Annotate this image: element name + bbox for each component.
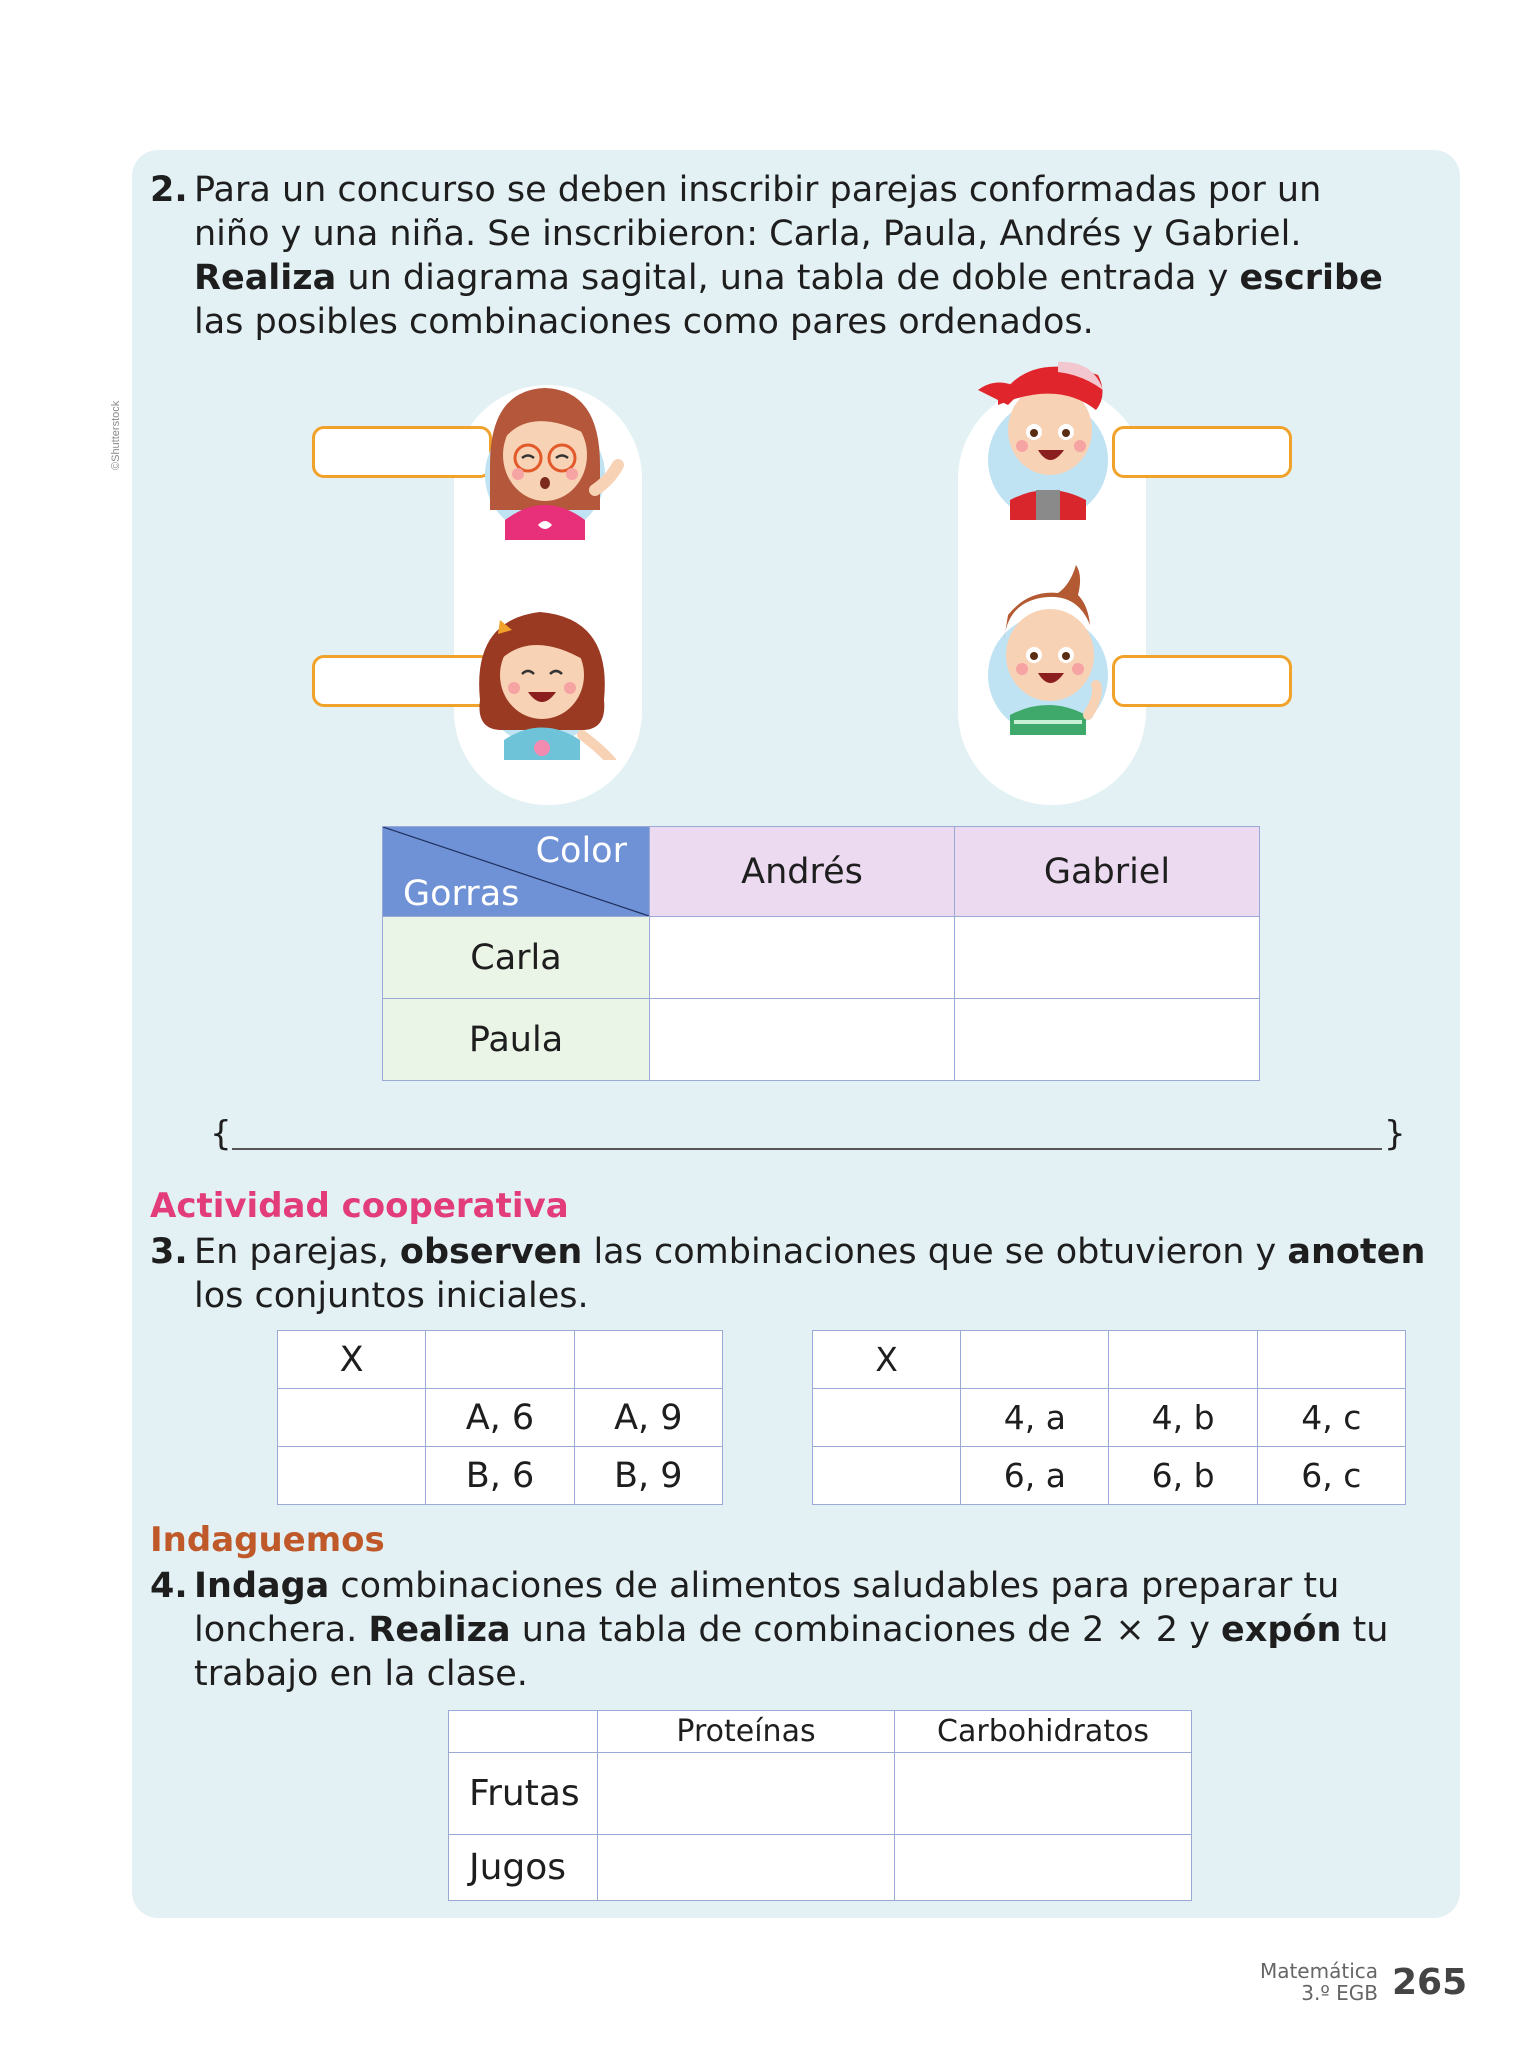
bold-verb: anoten [1287, 1232, 1426, 1272]
question-line: niño y una niña. Se inscribieron: Carla, Paula, Andrés y Gabriel. [194, 214, 1302, 254]
table-cell: B, 9 [574, 1447, 722, 1505]
table-cell[interactable] [598, 1753, 895, 1835]
text-fragment: una tabla de combinaciones de 2 × 2 y [510, 1610, 1222, 1650]
table-cell[interactable] [961, 1331, 1109, 1389]
table-cell: 4, a [961, 1389, 1109, 1447]
table-cell[interactable] [574, 1331, 722, 1389]
table-cell: B, 6 [426, 1447, 574, 1505]
name-box-girl-1[interactable] [312, 426, 492, 478]
question-number: 4. [150, 1566, 188, 1606]
bold-verb: Realiza [368, 1610, 511, 1650]
corner-bottom-label: Gorras [403, 874, 520, 914]
girl-smiling-illustration [462, 590, 622, 760]
table-cell[interactable] [426, 1331, 574, 1389]
column-header: Gabriel [955, 827, 1260, 917]
table-corner-header [383, 827, 650, 917]
bold-verb: Indaga [194, 1566, 330, 1606]
table-cell: 6, a [961, 1447, 1109, 1505]
table-cell[interactable] [955, 917, 1260, 999]
bold-verb: Realiza [194, 258, 337, 298]
table-cell[interactable] [598, 1835, 895, 1901]
footer-subject: Matemática [1259, 1959, 1378, 1983]
question-line [194, 1608, 1388, 1652]
table-cell[interactable] [650, 917, 955, 999]
answer-line [232, 1148, 1382, 1150]
section-title-cooperativa: Actividad cooperativa [150, 1186, 569, 1226]
table-cell: 6, c [1257, 1447, 1405, 1505]
table-cell: A, 9 [574, 1389, 722, 1447]
text-fragment: tu [1341, 1610, 1389, 1650]
bold-verb: expón [1221, 1610, 1342, 1650]
image-credit: ©Shutterstock [110, 400, 122, 470]
table-cell: A, 6 [426, 1389, 574, 1447]
column-header: Andrés [650, 827, 955, 917]
table-cell[interactable] [278, 1389, 426, 1447]
row-header: Jugos [449, 1835, 598, 1901]
close-brace: } [1384, 1114, 1406, 1154]
name-box-boy-2[interactable] [1112, 655, 1292, 707]
table-cell[interactable] [895, 1835, 1192, 1901]
table-cell: X [813, 1331, 961, 1389]
text-fragment: las combinaciones que se obtuvieron y [582, 1232, 1288, 1272]
question-line: las posibles combinaciones como pares ordenados. [194, 302, 1094, 342]
question-number: 2. [150, 170, 188, 210]
question-line [194, 1230, 1425, 1274]
column-header: Proteínas [598, 1711, 895, 1753]
open-brace: { [210, 1114, 232, 1154]
table-cell[interactable] [278, 1447, 426, 1505]
question-number: 3. [150, 1232, 188, 1272]
page-number: 265 [1392, 1962, 1468, 2003]
table-cell: 6, b [1109, 1447, 1257, 1505]
food-combinations-table [448, 1710, 1192, 1901]
question-line [194, 1564, 1339, 1608]
row-header: Carla [383, 917, 650, 999]
table-cell[interactable] [955, 999, 1260, 1081]
table-corner-cell [449, 1711, 598, 1753]
cartesian-table-numbers [812, 1330, 1406, 1505]
column-header: Carbohidratos [895, 1711, 1192, 1753]
table-cell[interactable] [813, 1447, 961, 1505]
girl-with-glasses-illustration [470, 370, 630, 540]
footer-grade: 3.º EGB [1301, 1981, 1378, 2005]
text-fragment: un diagrama sagital, una tabla de doble entrada y [336, 258, 1240, 298]
corner-top-label: Color [535, 831, 627, 871]
bold-verb: observen [399, 1232, 583, 1272]
table-cell[interactable] [1109, 1331, 1257, 1389]
text-fragment: combinaciones de alimentos saludables para preparar tu [329, 1566, 1340, 1606]
text-fragment: En parejas, [194, 1232, 400, 1272]
table-cell: 4, c [1257, 1389, 1405, 1447]
question-line: trabajo en la clase. [194, 1654, 528, 1694]
section-title-indaguemos: Indaguemos [150, 1520, 385, 1560]
bold-verb: escribe [1239, 258, 1383, 298]
boy-with-cap-illustration [968, 350, 1128, 520]
question-line [194, 256, 1383, 300]
table-cell[interactable] [813, 1389, 961, 1447]
cartesian-table-letters [277, 1330, 723, 1505]
question-line: los conjuntos iniciales. [194, 1276, 589, 1316]
table-cell[interactable] [1257, 1331, 1405, 1389]
row-header: Paula [383, 999, 650, 1081]
row-header: Frutas [449, 1753, 598, 1835]
double-entry-table [382, 826, 1260, 1081]
name-box-boy-1[interactable] [1112, 426, 1292, 478]
table-cell: 4, b [1109, 1389, 1257, 1447]
question-line: Para un concurso se deben inscribir parejas conformadas por un [194, 170, 1322, 210]
text-fragment: lonchera. [194, 1610, 369, 1650]
table-cell[interactable] [895, 1753, 1192, 1835]
table-cell: X [278, 1331, 426, 1389]
table-cell[interactable] [650, 999, 955, 1081]
boy-smiling-illustration [978, 565, 1138, 735]
